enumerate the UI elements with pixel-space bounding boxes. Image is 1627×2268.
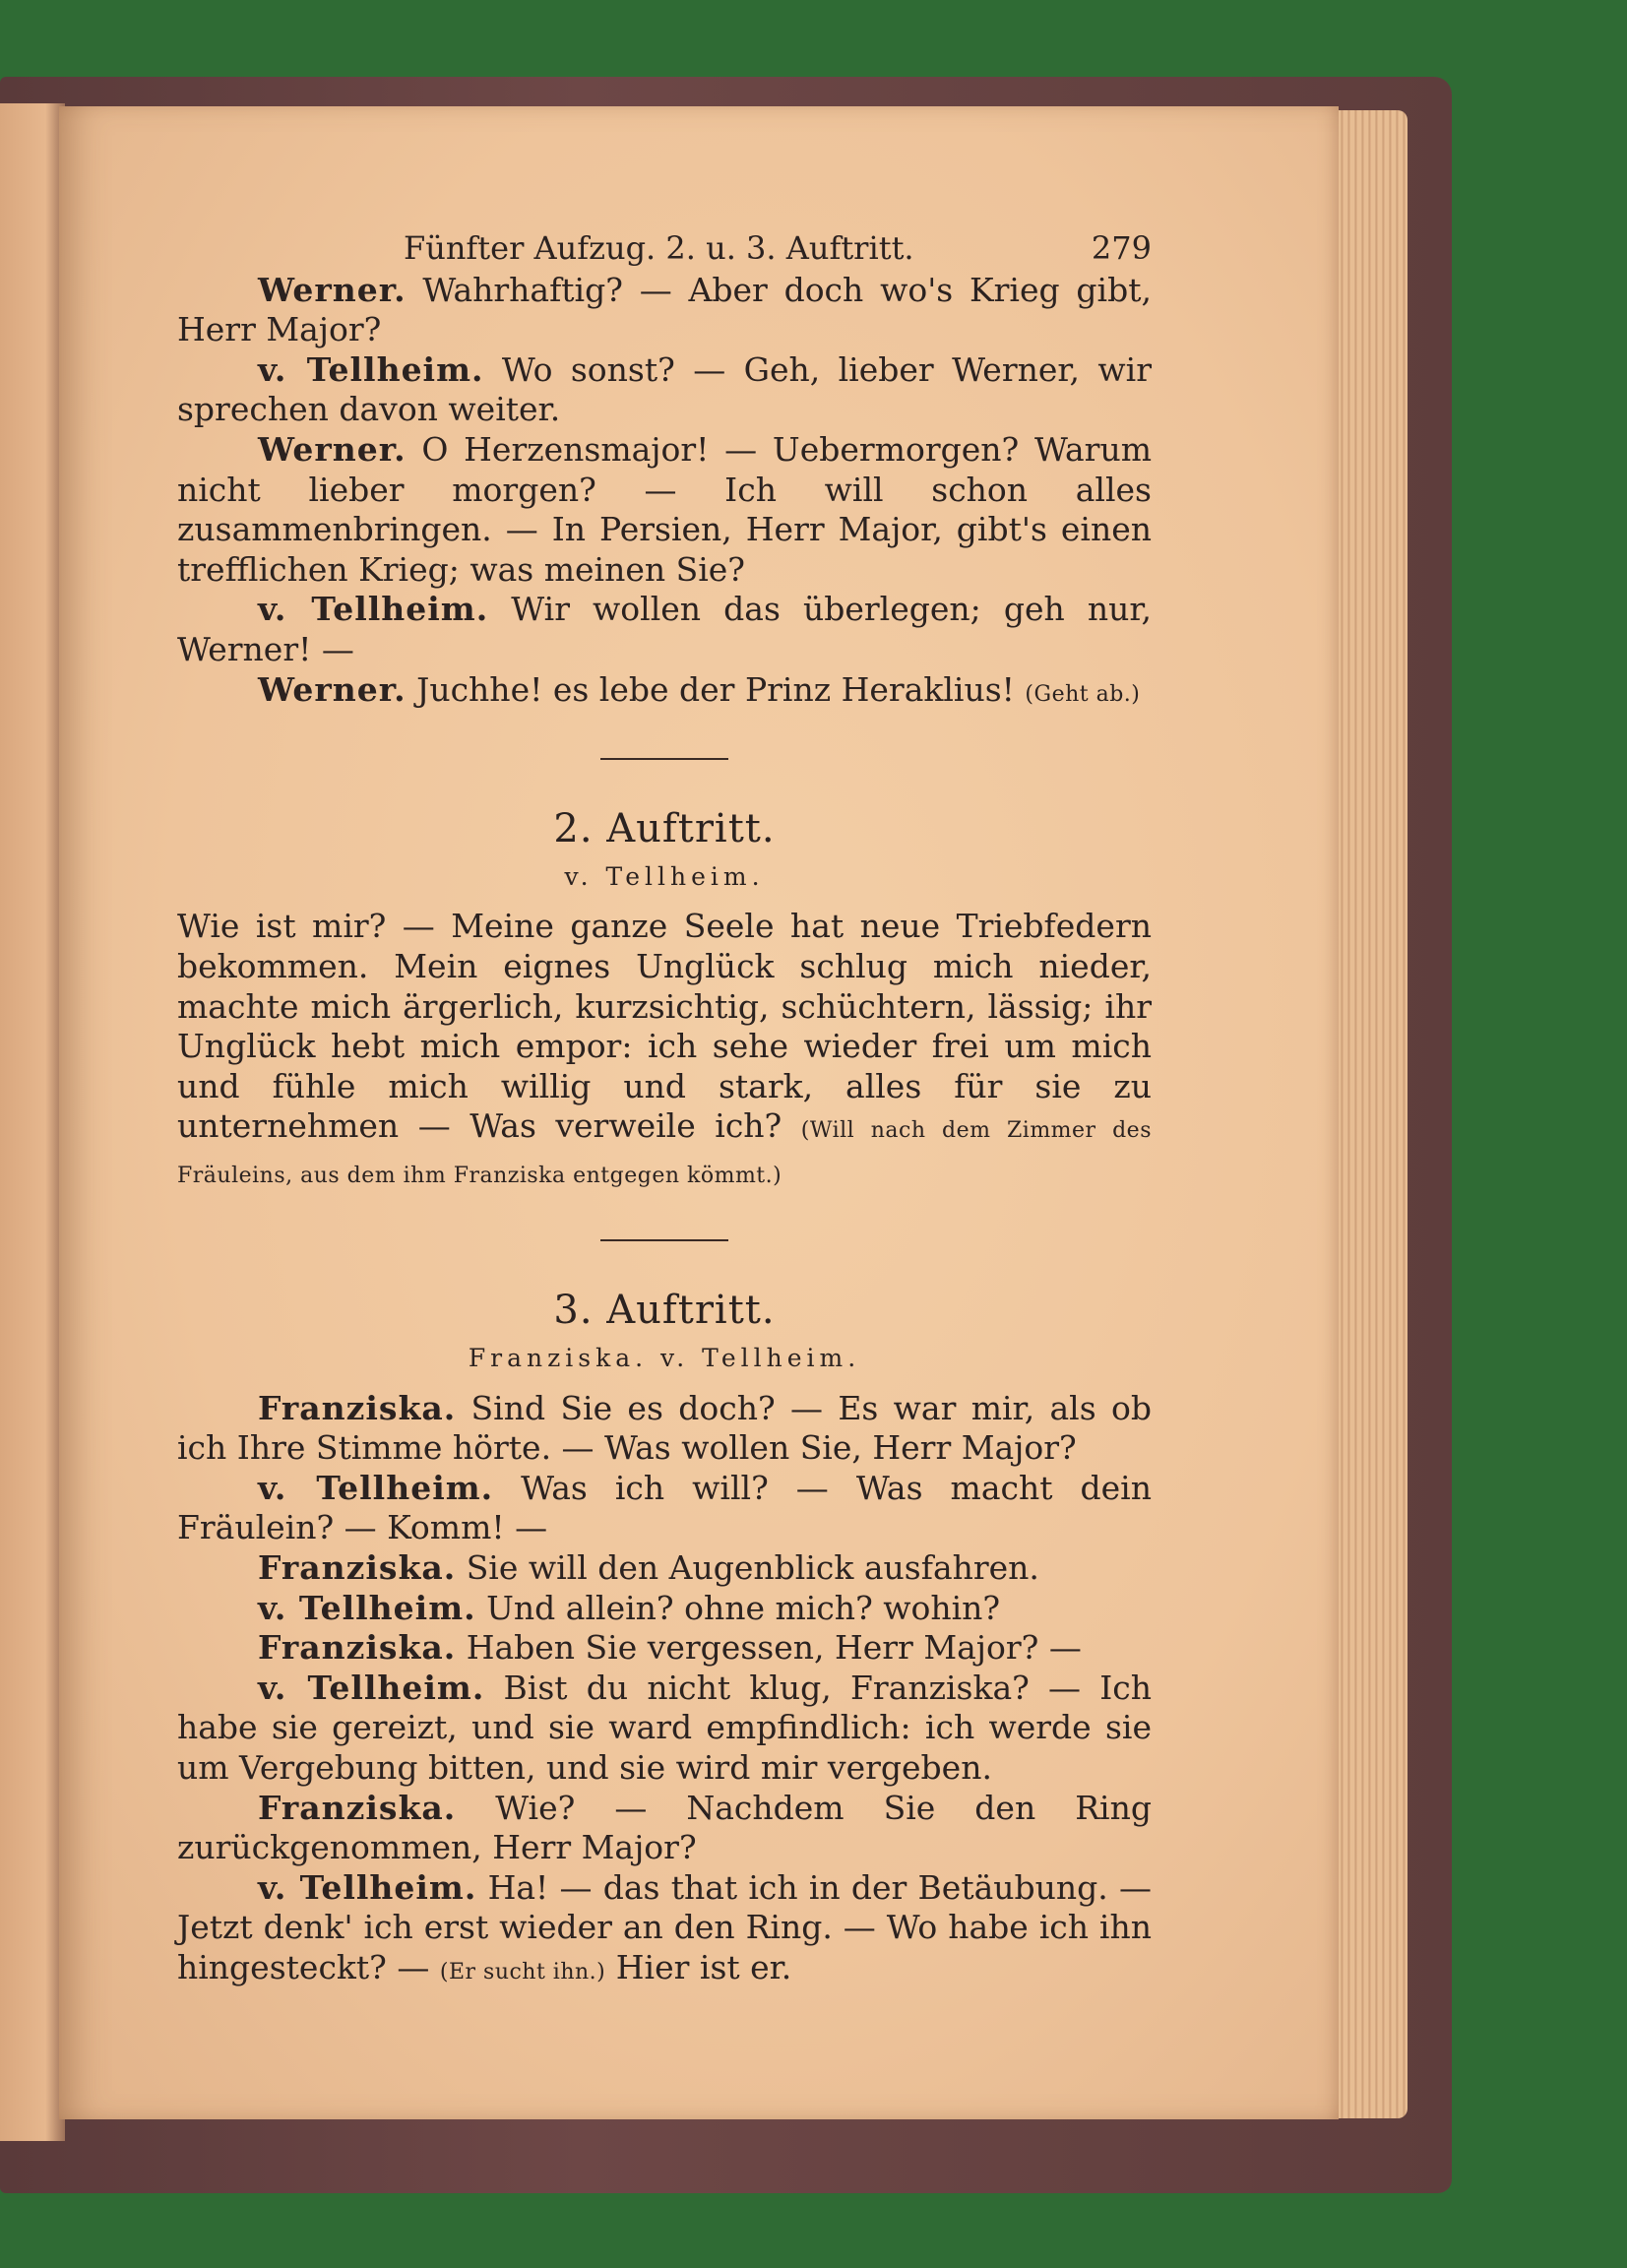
line-text: Bist du nicht klug, Franziska? — Ich habe sie gereizt, und sie ward empfindlich: ich werde sie um Vergebung bitten, und sie wird mir vergeben. (177, 1668, 1152, 1787)
dialogue-line (177, 350, 1152, 430)
speaker-name: Franziska. (258, 1788, 457, 1827)
stage-direction: (Er sucht ihn.) (439, 1959, 606, 1984)
speaker-name: Werner. (258, 669, 407, 709)
left-page-edge (0, 103, 65, 2141)
dialogue-line (177, 1389, 1152, 1469)
dialogue-line (177, 1589, 1152, 1629)
scene-title: 2. Auftritt. (553, 806, 776, 852)
line-text: Haben Sie vergessen, Herr Major? — (466, 1628, 1082, 1668)
speaker-name: Franziska. (258, 1388, 457, 1427)
speaker-name: Werner. (258, 429, 407, 469)
scene-persons: Franziska. v. Tellheim. (468, 1344, 861, 1373)
scene-divider (600, 758, 728, 760)
scene-divider (600, 1239, 728, 1241)
page-number: 279 (1091, 229, 1152, 267)
dialogue-line (177, 1469, 1152, 1548)
speaker-name: v. Tellheim. (258, 1668, 485, 1707)
speaker-name: v. Tellheim. (258, 590, 489, 629)
line-text: Wahrhaftig? — Aber doch wo's Krieg gibt, Herr Major? (177, 270, 1152, 349)
scene-persons: v. Tellheim. (564, 861, 765, 891)
speaker-name: v. Tellheim. (258, 1468, 494, 1507)
line-text: Wie ist mir? — Meine ganze Seele hat neue Triebfedern bekommen. Mein eignes Unglück schlug mich nieder, machte mich ärgerlich, kurzsichtig, schüchtern, lässig; ihr Unglück hebt mich empor: ich sehe wieder frei um mich und fühle mich willig und stark, alles für sie zu unternehmen — Was verweile ich? (177, 907, 1152, 1146)
line-text: Ha! — das that ich in der Betäubung. — Jetzt denk' ich erst wieder an den Ring. — Wo habe ich ihn hingesteckt? — (177, 1867, 1152, 1986)
speaker-name: v. Tellheim. (258, 349, 484, 389)
line-text: O Herzensmajor! — Uebermorgen? Warum nicht lieber morgen? — Ich will schon alles zusammenbringen. — In Persien, Herr Major, gibt's einen trefflichen Krieg; was meinen Sie? (177, 429, 1152, 589)
dialogue-line (177, 1628, 1152, 1669)
monologue (177, 907, 1152, 1196)
stage-direction: (Geht ab.) (1025, 681, 1141, 707)
line-text: Wo sonst? — Geh, lieber Werner, wir sprechen davon weiter. (177, 349, 1152, 429)
speaker-name: v. Tellheim. (258, 1588, 476, 1627)
line-text: Hier ist er. (615, 1947, 792, 1986)
speaker-name: Franziska. (258, 1548, 457, 1588)
dialogue-line (177, 590, 1152, 669)
line-text: Was ich will? — Was macht dein Fräulein? — Komm! — (177, 1468, 1152, 1547)
page-text (177, 228, 1152, 1993)
running-head: Fünfter Aufzug. 2. u. 3. Auftritt. (404, 229, 914, 267)
speaker-name: Franziska. (258, 1628, 457, 1668)
dialogue-line (177, 1548, 1152, 1589)
dialogue-line (177, 670, 1152, 716)
dialogue-line (177, 271, 1152, 350)
line-text: Sind Sie es doch? — Es war mir, als ob ich Ihre Stimme hörte. — Was wollen Sie, Herr Major? (177, 1388, 1152, 1468)
speaker-name: v. Tellheim. (258, 1867, 477, 1907)
page-header (177, 228, 1152, 269)
scene-title: 3. Auftritt. (553, 1288, 776, 1334)
dialogue-line (177, 1789, 1152, 1868)
dialogue-line (177, 1868, 1152, 1993)
dialogue-line (177, 1669, 1152, 1789)
speaker-name: Werner. (258, 270, 407, 309)
stage-direction: (Will nach dem Zimmer des Fräuleins, aus dem ihm Franziska entgegen kömmt.) (177, 1118, 1152, 1188)
line-text: Juchhe! es lebe der Prinz Heraklius! (416, 669, 1015, 709)
line-text: Wir wollen das überlegen; geh nur, Werner! — (177, 590, 1152, 668)
dialogue-line (177, 430, 1152, 590)
line-text: Wie? — Nachdem Sie den Ring zurückgenommen, Herr Major? (177, 1788, 1152, 1867)
line-text: Und allein? ohne mich? wohin? (486, 1588, 1001, 1627)
line-text: Sie will den Augenblick ausfahren. (466, 1548, 1039, 1588)
